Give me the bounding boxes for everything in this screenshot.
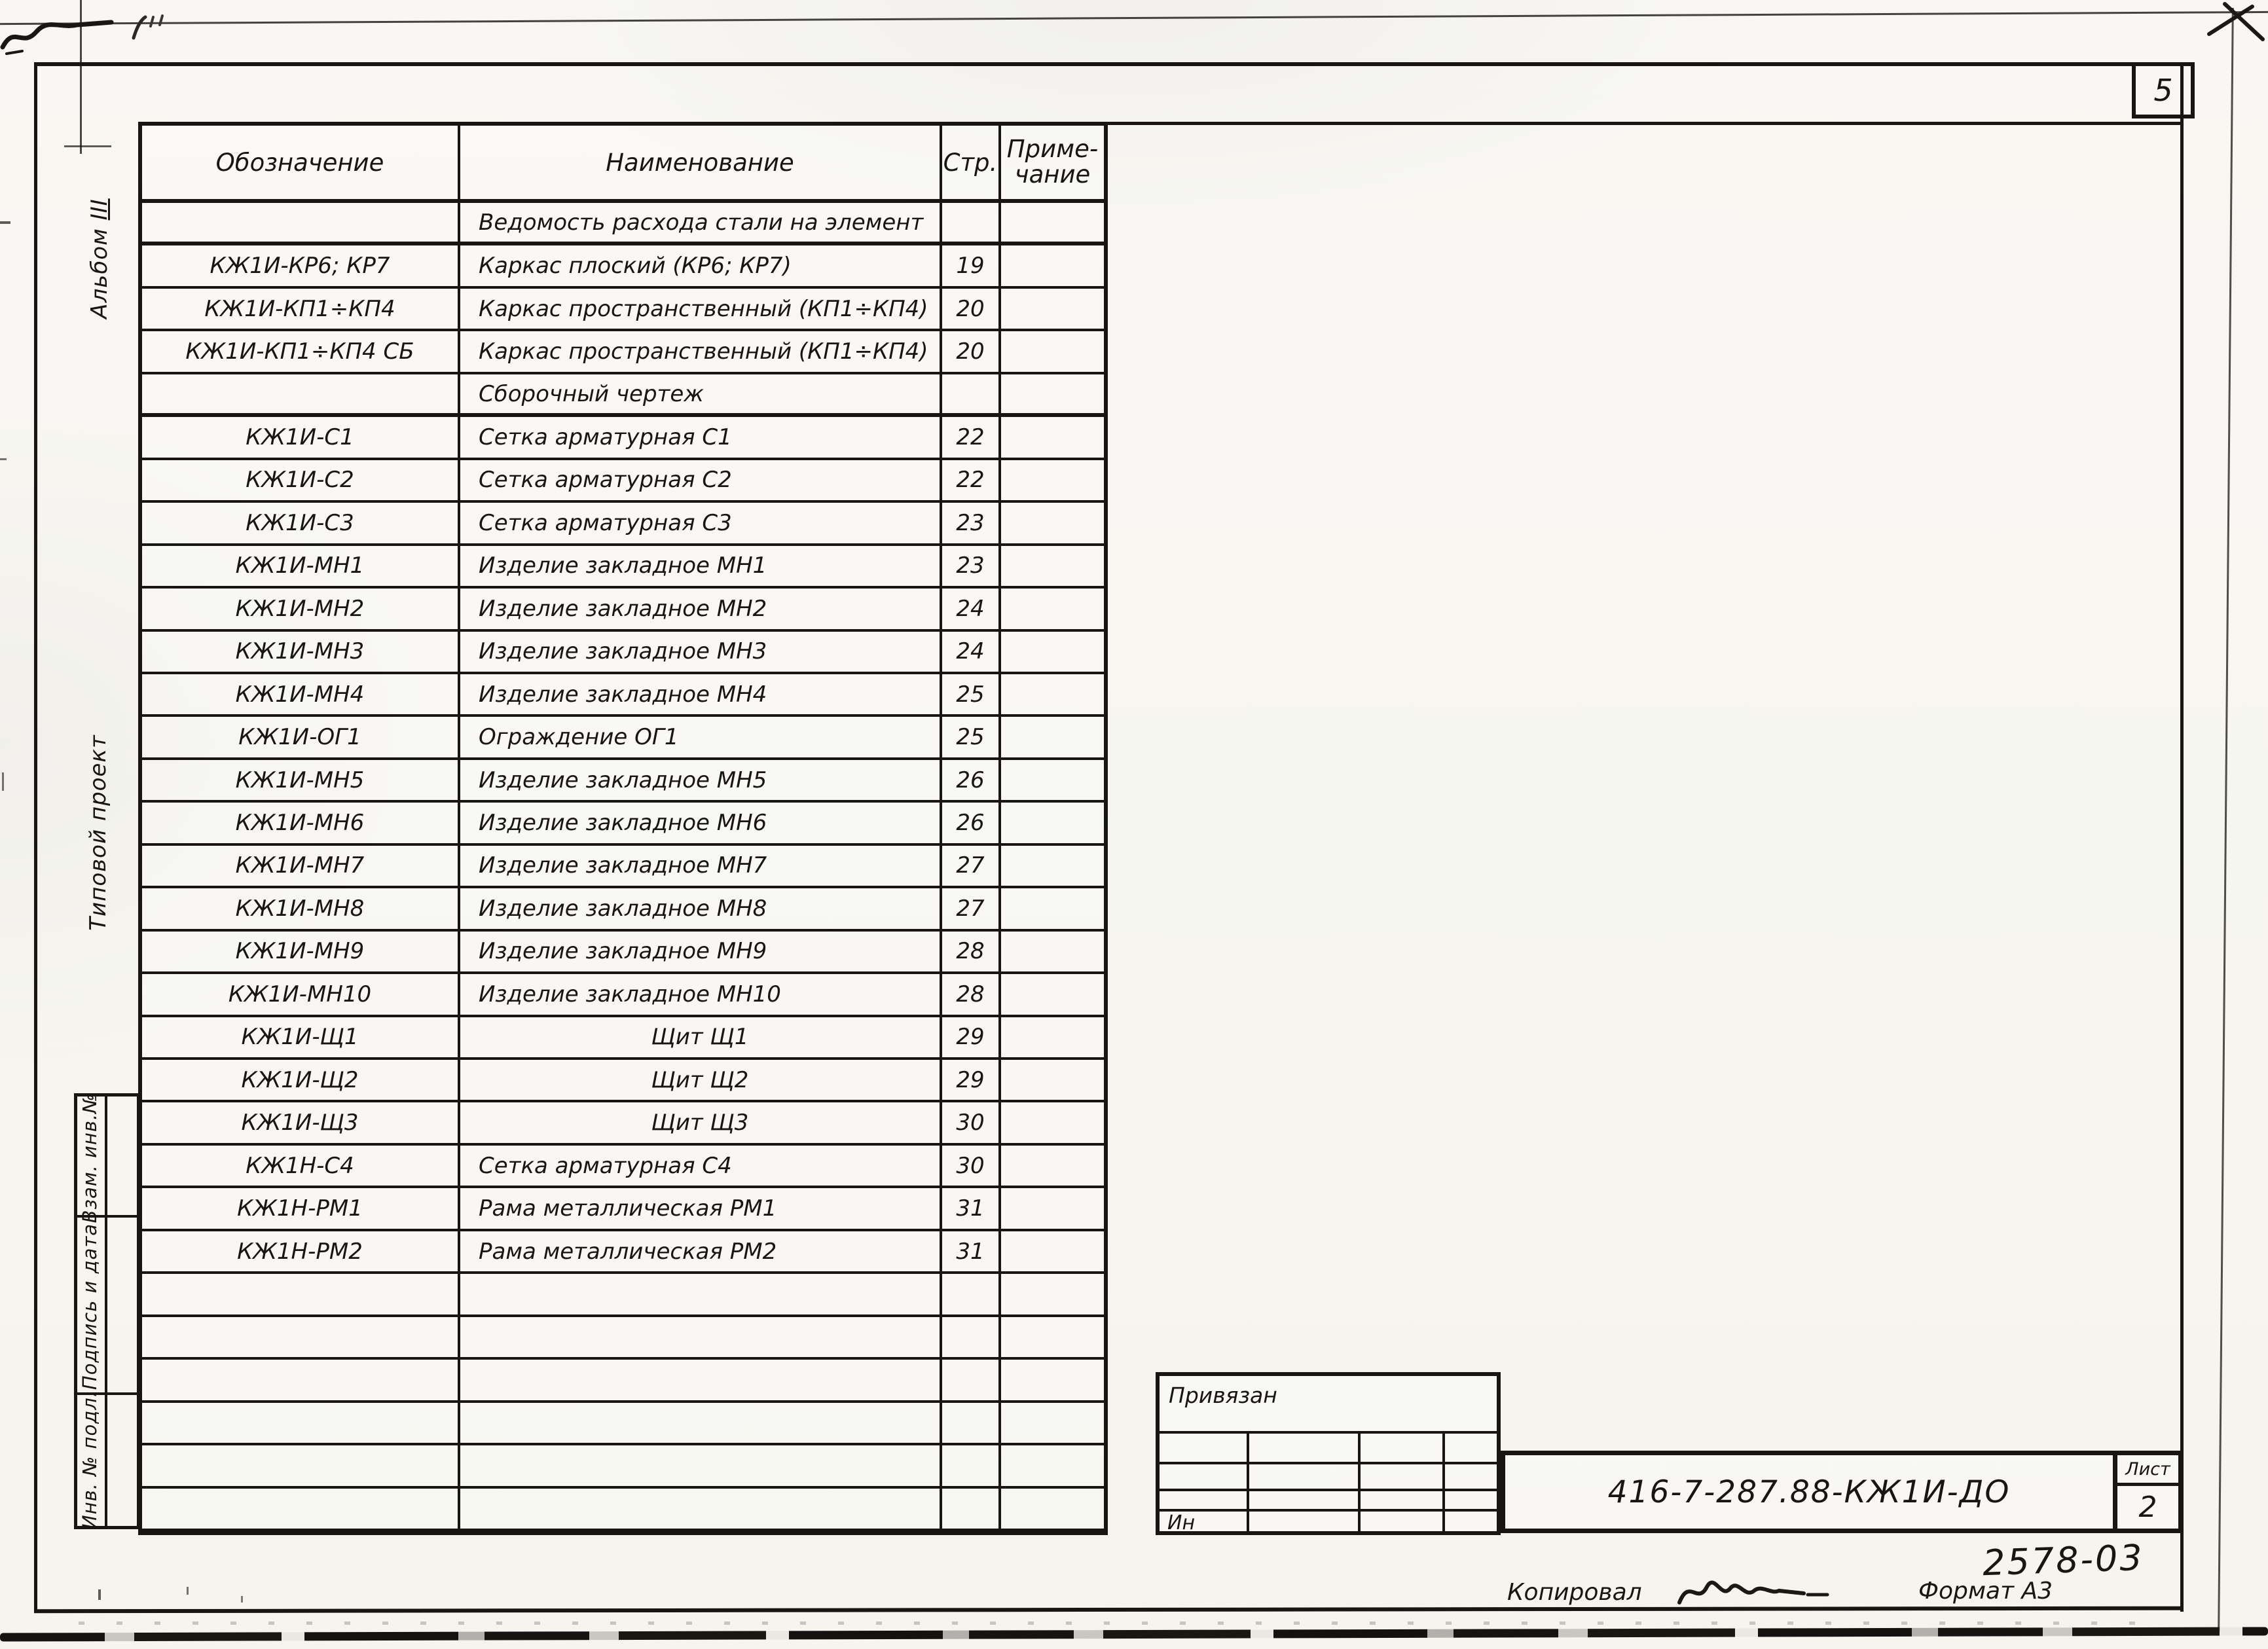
binding-in-label: Ин [1167, 1512, 1196, 1534]
cell-designation [142, 1445, 460, 1488]
scan-artifact-top-edge [0, 11, 2268, 25]
cell-page: 26 [942, 760, 1001, 803]
cell-note [1001, 245, 1104, 288]
format-label: Формат А3 [1918, 1578, 2053, 1604]
cell-note [1001, 1188, 1104, 1231]
cell-designation: КЖ1И-МН10 [142, 974, 460, 1017]
cell-page: 23 [942, 503, 1001, 545]
stamp-label-vzam-inv: Взам. инв.№ [79, 1093, 101, 1223]
stamp-label-podpis-data: Подпись и дата [79, 1223, 101, 1390]
cell-designation: КЖ1И-С3 [142, 503, 460, 545]
header-designation: Обозначение [142, 126, 460, 199]
cell-note [1001, 1403, 1104, 1445]
cell-note [1001, 1317, 1104, 1360]
cell-name: Сетка арматурная С2 [460, 460, 942, 503]
cell-name: Изделие закладное МН4 [460, 674, 942, 717]
scan-artifact-corner-squiggle [0, 5, 124, 64]
binding-grid-line [1247, 1431, 1249, 1531]
archive-number: 2578-03 [1981, 1536, 2145, 1584]
cell-note [1001, 803, 1104, 845]
stamp-label-inv-podl: Инв. № подл. [79, 1390, 101, 1530]
cell-designation [142, 374, 460, 417]
cell-page: 20 [942, 331, 1001, 374]
cell-page [942, 374, 1001, 417]
scan-artifact-bottom-smudge [0, 1627, 2268, 1641]
cell-designation: КЖ1И-ОГ1 [142, 717, 460, 759]
cell-designation: КЖ1И-Щ2 [142, 1060, 460, 1102]
cell-page: 28 [942, 974, 1001, 1017]
cell-note [1001, 203, 1104, 245]
cell-designation: КЖ1И-Щ3 [142, 1102, 460, 1145]
frame-border-left [34, 62, 37, 1612]
cell-designation [142, 1317, 460, 1360]
album-label: Альбом III [86, 198, 113, 319]
cell-note [1001, 760, 1104, 803]
cell-note [1001, 1060, 1104, 1102]
cell-page: 20 [942, 289, 1001, 331]
cell-note [1001, 460, 1104, 503]
sheet-number: 2 [2138, 1491, 2157, 1524]
binding-grid-line [1160, 1489, 1497, 1491]
cell-name: Изделие закладное МН9 [460, 932, 942, 974]
cell-name: Рама металлическая РМ2 [460, 1231, 942, 1274]
cell-page [942, 1360, 1001, 1402]
cell-note [1001, 1146, 1104, 1188]
cell-page [942, 1274, 1001, 1316]
cell-designation: КЖ1И-МН3 [142, 632, 460, 674]
cell-name: Сетка арматурная С4 [460, 1146, 942, 1188]
cell-page: 24 [942, 632, 1001, 674]
cell-page: 22 [942, 417, 1001, 460]
cell-note [1001, 417, 1104, 460]
signature-mark [1673, 1565, 1843, 1617]
cell-designation: КЖ1И-С1 [142, 417, 460, 460]
cell-designation [142, 203, 460, 245]
cell-note [1001, 674, 1104, 717]
header-page: Стр. [942, 126, 1001, 199]
cell-name: Изделие закладное МН6 [460, 803, 942, 845]
header-name: Наименование [460, 126, 942, 199]
cell-name: Щит Щ3 [460, 1102, 942, 1145]
cell-page: 27 [942, 846, 1001, 888]
scan-artifact-corner-strokes [2205, 0, 2268, 52]
cell-name: Сетка арматурная С1 [460, 417, 942, 460]
project-type-label: Типовой проект [85, 734, 111, 931]
scan-artifact-right-edge [2218, 8, 2234, 1631]
cell-page: 22 [942, 460, 1001, 503]
table-header-row [142, 126, 1104, 203]
cell-note [1001, 1102, 1104, 1145]
cell-designation: КЖ1И-МН5 [142, 760, 460, 803]
cell-name: Изделие закладное МН7 [460, 846, 942, 888]
cell-page: 31 [942, 1231, 1001, 1274]
cell-name [460, 1403, 942, 1445]
scan-artifact [0, 221, 10, 224]
cell-page: 19 [942, 245, 1001, 288]
cell-name: Изделие закладное МН5 [460, 760, 942, 803]
binding-grid-line [1358, 1431, 1361, 1531]
cell-name [460, 1360, 942, 1402]
cell-name [460, 1445, 942, 1488]
binding-label: Привязан [1169, 1383, 1277, 1408]
cell-page: 28 [942, 932, 1001, 974]
cell-designation: КЖ1И-МН4 [142, 674, 460, 717]
cell-name: Щит Щ1 [460, 1017, 942, 1060]
cell-note [1001, 717, 1104, 759]
document-number: 416-7-287.88-КЖ1И-ДО [1607, 1474, 2011, 1510]
cell-page: 25 [942, 717, 1001, 759]
cell-note [1001, 331, 1104, 374]
cell-designation: КЖ1И-МН1 [142, 546, 460, 589]
cell-designation: КЖ1И-Щ1 [142, 1017, 460, 1060]
cell-name: Изделие закладное МН3 [460, 632, 942, 674]
cell-designation [142, 1489, 460, 1531]
cell-name: Изделие закладное МН10 [460, 974, 942, 1017]
cell-note [1001, 632, 1104, 674]
cell-page [942, 1403, 1001, 1445]
binding-grid-line [1442, 1431, 1445, 1531]
binding-grid-line [1160, 1431, 1497, 1434]
cell-name [460, 1274, 942, 1316]
cell-page: 23 [942, 546, 1001, 589]
scan-artifact [241, 1596, 243, 1603]
cell-page: 29 [942, 1060, 1001, 1102]
cell-designation: КЖ1И-С2 [142, 460, 460, 503]
table-body [142, 203, 1104, 1531]
cell-designation: КЖ1И-КП1÷КП4 СБ [142, 331, 460, 374]
sheet-label: Лист [2117, 1455, 2178, 1486]
cell-page: 31 [942, 1188, 1001, 1231]
cell-page [942, 203, 1001, 245]
cell-note [1001, 846, 1104, 888]
sheet-box [2113, 1455, 2178, 1529]
stamp-divider-vertical [105, 1096, 107, 1526]
cell-note [1001, 289, 1104, 331]
cell-note [1001, 1445, 1104, 1488]
cell-designation [142, 1403, 460, 1445]
cell-page: 24 [942, 589, 1001, 631]
cell-note [1001, 589, 1104, 631]
cell-note [1001, 503, 1104, 545]
cell-name: Сетка арматурная С3 [460, 503, 942, 545]
cell-page [942, 1489, 1001, 1531]
page-number: 5 [2153, 73, 2173, 108]
cell-designation: КЖ1И-МН7 [142, 846, 460, 888]
cell-page: 26 [942, 803, 1001, 845]
cell-name: Изделие закладное МН1 [460, 546, 942, 589]
title-block [1501, 1451, 2183, 1533]
cell-designation: КЖ1Н-РМ1 [142, 1188, 460, 1231]
cell-name: Сборочный чертеж [460, 374, 942, 417]
cell-page: 30 [942, 1146, 1001, 1188]
cell-page: 29 [942, 1017, 1001, 1060]
cell-name: Каркас пространственный (КП1÷КП4) [460, 289, 942, 331]
scan-artifact [98, 1589, 101, 1600]
cell-page [942, 1445, 1001, 1488]
cell-note [1001, 1274, 1104, 1316]
scan-artifact-pen-flick [128, 13, 174, 42]
scan-artifact [2, 772, 4, 791]
cell-note [1001, 1489, 1104, 1531]
scan-artifact-noise-row [79, 1622, 2161, 1625]
cell-name: Изделие закладное МН2 [460, 589, 942, 631]
cell-page: 25 [942, 674, 1001, 717]
copied-by-label: Копировал [1507, 1579, 1642, 1606]
frame-border-right [2180, 62, 2184, 1612]
cell-designation: КЖ1Н-РМ2 [142, 1231, 460, 1274]
cell-name: Каркас плоский (КР6; КР7) [460, 245, 942, 288]
table-top-extension-line [1104, 122, 2183, 125]
scan-artifact [64, 145, 111, 147]
cell-designation [142, 1360, 460, 1402]
cell-note [1001, 1017, 1104, 1060]
cell-note [1001, 1231, 1104, 1274]
cell-name: Щит Щ2 [460, 1060, 942, 1102]
cell-name [460, 1489, 942, 1531]
header-note: Приме- чание [1006, 135, 1099, 189]
cell-note [1001, 974, 1104, 1017]
cell-designation: КЖ1Н-С4 [142, 1146, 460, 1188]
cell-name: Изделие закладное МН8 [460, 888, 942, 931]
binding-block [1156, 1372, 1501, 1535]
cell-note [1001, 374, 1104, 417]
cell-designation: КЖ1И-МН9 [142, 932, 460, 974]
cell-designation: КЖ1И-МН2 [142, 589, 460, 631]
frame-border-bottom [34, 1606, 2183, 1614]
cell-note [1001, 546, 1104, 589]
cell-designation: КЖ1И-МН8 [142, 888, 460, 931]
cell-name: Каркас пространственный (КП1÷КП4) [460, 331, 942, 374]
cell-designation: КЖ1И-КР6; КР7 [142, 245, 460, 288]
cell-name [460, 1317, 942, 1360]
cell-name: Ограждение ОГ1 [460, 717, 942, 759]
cell-designation: КЖ1И-КП1÷КП4 [142, 289, 460, 331]
cell-page: 27 [942, 888, 1001, 931]
cell-name: Ведомость расхода стали на элемент [460, 203, 942, 245]
scan-artifact [187, 1587, 189, 1595]
cell-page: 30 [942, 1102, 1001, 1145]
cell-note [1001, 888, 1104, 931]
binding-grid-line [1160, 1462, 1497, 1464]
scan-artifact [0, 458, 7, 460]
cell-designation: КЖ1И-МН6 [142, 803, 460, 845]
scan-artifact [80, 0, 82, 154]
cell-designation [142, 1274, 460, 1316]
drawing-index-table [138, 122, 1108, 1535]
cell-name: Рама металлическая РМ1 [460, 1188, 942, 1231]
frame-border-top [34, 62, 2183, 66]
cell-page [942, 1317, 1001, 1360]
binding-grid-line [1160, 1509, 1497, 1512]
page-number-box [2132, 62, 2195, 118]
cell-note [1001, 1360, 1104, 1402]
cell-note [1001, 932, 1104, 974]
